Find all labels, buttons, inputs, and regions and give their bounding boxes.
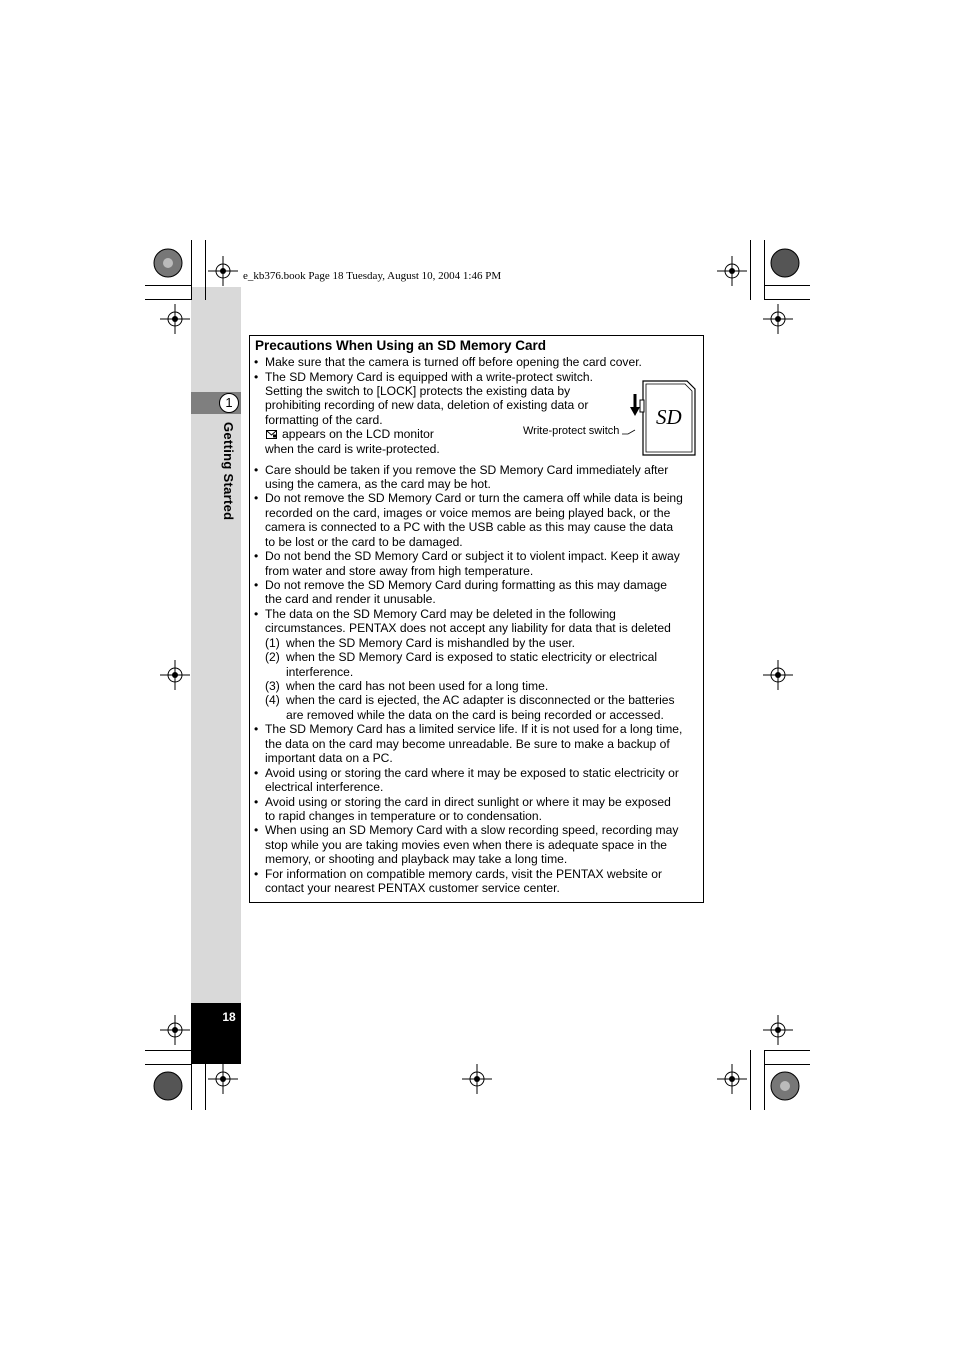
sub-item-number: (2) (265, 650, 280, 664)
list-line: from water and store away from high temperature. (265, 564, 534, 578)
sub-item-number: (4) (265, 693, 280, 707)
sub-item-text: when the SD Memory Card is mishandled by the user. (286, 636, 576, 650)
sub-item-text: interference. (286, 665, 354, 679)
crosshair-icon (160, 304, 190, 334)
list-line: to be lost or the card to be damaged. (265, 535, 463, 549)
chapter-number: 1 (219, 393, 239, 413)
bullet-icon: • (254, 355, 259, 369)
bullet-icon: • (254, 491, 259, 505)
card-lock-icon (266, 429, 278, 440)
chapter-title: Getting Started (221, 422, 236, 521)
crosshair-icon (717, 256, 747, 286)
crosshair-icon (208, 256, 238, 286)
crosshair-icon (160, 660, 190, 690)
crosshair-icon (763, 660, 793, 690)
list-line: formatting of the card. (265, 413, 383, 427)
list-line: the card and render it unusable. (265, 592, 436, 606)
bullet-icon: • (254, 370, 259, 384)
write-protect-label: Write-protect switch (523, 425, 620, 437)
list-line: The data on the SD Memory Card may be deleted in the following (265, 607, 616, 621)
sub-item-number: (1) (265, 636, 280, 650)
list-line: recorded on the card, images or voice memos are being played back, or the (265, 506, 671, 520)
list-line: when the card is write-protected. (265, 442, 440, 456)
list-line: to rapid changes in temperature or to condensation. (265, 809, 542, 823)
crosshair-icon (763, 304, 793, 334)
list-line: The SD Memory Card is equipped with a write-protect switch. (265, 370, 593, 384)
list-line: electrical interference. (265, 780, 384, 794)
sd-logo: SD (656, 405, 682, 429)
bullet-icon: • (254, 463, 259, 477)
list-line: Avoid using or storing the card in direct sunlight or where it may be exposed (265, 795, 671, 809)
sub-item-text: are removed while the data on the card is being recorded or accessed. (286, 708, 664, 722)
box-title: Precautions When Using an SD Memory Card (255, 338, 547, 353)
bullet-icon: • (254, 823, 259, 837)
crosshair-icon (208, 1064, 238, 1094)
sub-item-text: when the card is ejected, the AC adapter is disconnected or the batteries (286, 693, 675, 707)
list-line: appears on the LCD monitor (282, 427, 434, 441)
bullet-icon: • (254, 795, 259, 809)
registration-target-icon (770, 1070, 800, 1102)
label-leader-line (621, 429, 637, 437)
registration-target-icon (153, 1070, 183, 1102)
list-line: using the camera, as the card may be hot. (265, 477, 491, 491)
bullet-icon: • (254, 549, 259, 563)
crosshair-icon (160, 1015, 190, 1045)
sub-item-text: when the SD Memory Card is exposed to static electricity or electrical (286, 650, 658, 664)
write-protect-switch (640, 400, 644, 412)
crosshair-icon (462, 1064, 492, 1094)
list-line: For information on compatible memory cards, visit the PENTAX website or (265, 867, 662, 881)
bullet-icon: • (254, 766, 259, 780)
crosshair-icon (763, 1015, 793, 1045)
list-line: Avoid using or storing the card where it may be exposed to static electricity or (265, 766, 679, 780)
list-line: Do not remove the SD Memory Card during formatting as this may damage (265, 578, 667, 592)
list-line: Make sure that the camera is turned off before opening the card cover. (265, 355, 642, 369)
list-line: camera is connected to a PC with the USB cable as this may cause the data (265, 520, 674, 534)
registration-target-icon (153, 247, 183, 279)
bullet-icon: • (254, 722, 259, 736)
list-line: Setting the switch to [LOCK] protects the existing data by (265, 384, 571, 398)
page-number: 18 (222, 1010, 236, 1024)
book-header-info: e_kb376.book Page 18 Tuesday, August 10, 2004 1:46 PM (243, 270, 502, 282)
list-line: The SD Memory Card has a limited service life. If it is not used for a long time, (265, 722, 683, 736)
list-line: stop while you are taking movies even when there is adequate space in the (265, 838, 668, 852)
list-line: the data on the card may become unreadable. Be sure to make a backup of (265, 737, 670, 751)
list-line: contact your nearest PENTAX customer service center. (265, 881, 560, 895)
list-line: Do not bend the SD Memory Card or subject it to violent impact. Keep it away (265, 549, 680, 563)
sd-card-illustration (627, 378, 699, 460)
list-line: Care should be taken if you remove the SD Memory Card immediately after (265, 463, 669, 477)
bullet-icon: • (254, 607, 259, 621)
down-arrow-icon (630, 407, 640, 416)
list-line: memory, or shooting and playback may take a long time. (265, 852, 568, 866)
sub-item-text: when the card has not been used for a long time. (286, 679, 549, 693)
bullet-icon: • (254, 867, 259, 881)
list-line: important data on a PC. (265, 751, 393, 765)
bullet-icon: • (254, 578, 259, 592)
crosshair-icon (717, 1064, 747, 1094)
list-line: circumstances. PENTAX does not accept any liability for data that is deleted (265, 621, 671, 635)
registration-target-icon (770, 247, 800, 279)
list-line: Do not remove the SD Memory Card or turn the camera off while data is being (265, 491, 683, 505)
sub-item-number: (3) (265, 679, 280, 693)
list-line: prohibiting recording of new data, deletion of existing data or (265, 398, 589, 412)
list-line: When using an SD Memory Card with a slow recording speed, recording may (265, 823, 679, 837)
